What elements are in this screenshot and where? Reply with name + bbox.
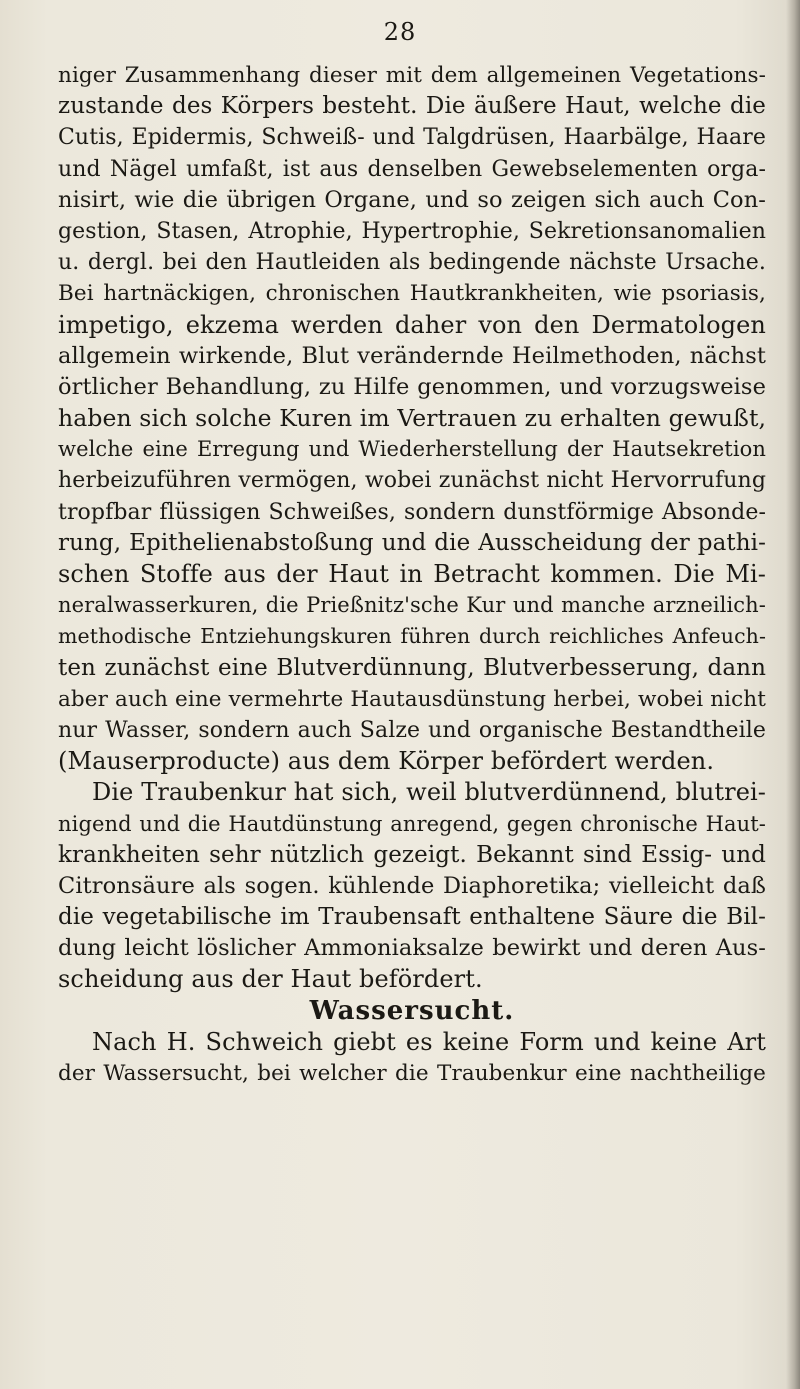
text-line: dung leicht löslicher Ammoniaksalze bewirkt und deren Aus- <box>58 935 766 962</box>
text-line: impetigo, ekzema werden daher von den Dermatologen <box>58 310 766 339</box>
text-line: u. dergl. bei den Hautleiden als bedingende nächste Ursache. <box>58 250 766 276</box>
text-line: zustande des Körpers besteht. Die äußere Haut, welche die <box>58 93 766 120</box>
text-line: nur Wasser, sondern auch Salze und organische Bestandtheile <box>58 717 766 743</box>
text-line: Cutis, Epidermis, Schweiß- und Talgdrüsen, Haarbälge, Haare <box>58 125 766 151</box>
body-text <box>58 60 766 1089</box>
text-line: Bei hartnäckigen, chronischen Hautkrankheiten, wie psoriasis, <box>58 281 766 307</box>
text-line: Die Traubenkur hat sich, weil blutverdünnend, blutrei- <box>92 778 766 807</box>
text-line: gestion, Stasen, Atrophie, Hypertrophie, Sekretionsanomalien <box>58 218 766 244</box>
text-line: nisirt, wie die übrigen Organe, und so zeigen sich auch Con- <box>58 186 766 213</box>
text-line: die vegetabilische im Traubensaft enthaltene Säure die Bil- <box>58 904 766 931</box>
text-line: Nach H. Schweich giebt es keine Form und keine Art <box>92 1027 766 1056</box>
text-line: niger Zusammenhang dieser mit dem allgemeinen Vegetations- <box>58 63 766 88</box>
text-line: schen Stoffe aus der Haut in Betracht kommen. Die Mi- <box>58 560 766 588</box>
text-line: nigend und die Hautdünstung anregend, gegen chronische Haut- <box>58 811 766 836</box>
text-line: der Wassersucht, bei welcher die Traubenkur eine nachtheilige <box>58 1061 766 1086</box>
text-line: tropfbar flüssigen Schweißes, sondern dunstförmige Absonde- <box>58 499 766 525</box>
text-line: methodische Entziehungskuren führen durch reichliches Anfeuch- <box>58 624 766 649</box>
text-line: krankheiten sehr nützlich gezeigt. Bekannt sind Essig- und <box>58 841 766 868</box>
text-line: rung, Epithelienabstoßung und die Ausscheidung der pathi- <box>58 529 766 556</box>
page-number: 28 <box>383 18 417 46</box>
page-edge-shadow <box>786 0 800 1389</box>
text-line: (Mauserproducte) aus dem Körper befördert werden. <box>58 747 715 776</box>
text-line: örtlicher Behandlung, zu Hilfe genommen, und vorzugsweise <box>58 373 766 400</box>
text-line: Citronsäure als sogen. kühlende Diaphoretika; vielleicht daß <box>58 872 766 899</box>
text-line: ten zunächst eine Blutverdünnung, Blutverbesserung, dann <box>58 654 766 681</box>
text-line: welche eine Erregung und Wiederherstellung der Hautsekretion <box>58 437 766 462</box>
text-line: allgemein wirkende, Blut verändernde Heilmethoden, nächst <box>58 342 766 369</box>
text-line: herbeizuführen vermögen, wobei zunächst nicht Hervorrufung <box>58 468 766 494</box>
text-line: und Nägel umfaßt, ist aus denselben Gewebselementen orga- <box>58 156 766 182</box>
text-line: aber auch eine vermehrte Hautausdünstung herbei, wobei nicht <box>58 686 766 712</box>
text-line: neralwasserkuren, die Prießnitz'sche Kur und manche arzneilich- <box>58 593 766 618</box>
text-line: haben sich solche Kuren im Vertrauen zu erhalten gewußt, <box>58 404 766 433</box>
text-line: scheidung aus der Haut befördert. <box>58 965 483 994</box>
section-heading: Wassersucht. <box>309 995 515 1026</box>
